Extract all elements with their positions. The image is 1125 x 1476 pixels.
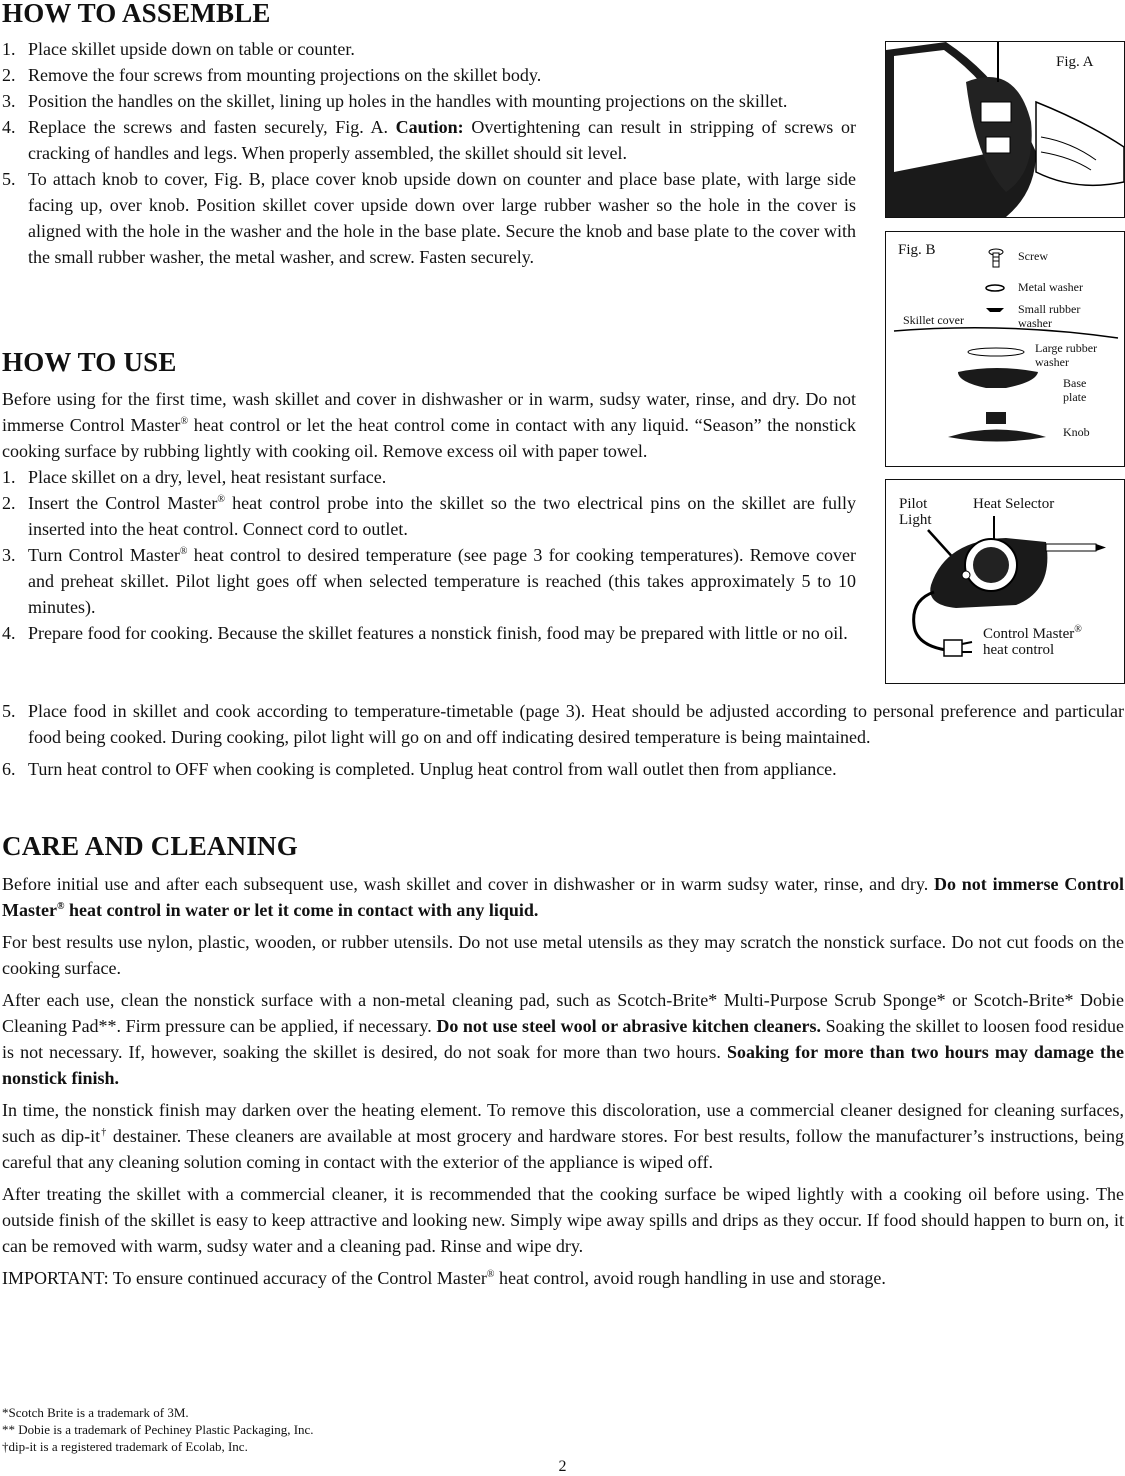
caution-label: Caution: (395, 117, 464, 137)
use-step-6: 6. Turn heat control to OFF when cooking is completed. Unplug heat control from wall outlet then from appliance. (2, 759, 837, 779)
assemble-step-4: 4. Replace the screws and fasten securely, Fig. A. Caution: Overtightening can result in stripping of screws or cracking of handles and legs. When properly assembled, the skillet should sit level. (2, 117, 856, 163)
figure-a (885, 41, 1125, 218)
assemble-step-1: 1. Place skillet upside down on table or counter. (2, 39, 355, 59)
label-screw: Screw (1018, 249, 1048, 263)
assemble-step-2: 2. Remove the four screws from mounting projections on the skillet body. (2, 65, 542, 85)
label-metal-washer: Metal washer (1018, 280, 1083, 294)
assemble-step-5: 5. To attach knob to cover, Fig. B, place cover knob upside down on counter and place base plate, with large side facing up, over knob. Position skillet cover upside down over large rubber washer so the hole in the cover is aligned with the hole in the washer and the hole in the base plate. Secure the knob and base plate to the cover with the small rubber washer, the metal washer, and screw. Fasten securely. (2, 169, 856, 267)
label-large-rubber-washer-2: washer (1035, 355, 1069, 369)
care-paragraph-4: In time, the nonstick finish may darken over the heating element. To remove this discoloration, use a commercial cleaner designed for cleaning surfaces, such as dip-it† destainer. These cleaners are available at most grocery and hardware stores. For best results, follow the manufacturer’s instructions, being careful that any cleaning solution coming in contact with the exterior of the appliance is wiped off. (2, 1100, 1124, 1172)
assemble-step-3: 3. Position the handles on the skillet, lining up holes in the handles with mounting projections on the skillet. (2, 91, 788, 111)
care-section (2, 871, 1124, 1297)
label-heat-selector: Heat Selector (973, 496, 1055, 512)
figure-b (885, 231, 1125, 467)
heading-how-to-assemble: HOW TO ASSEMBLE (2, 0, 271, 28)
care-paragraph-3: After each use, clean the nonstick surface with a non-metal cleaning pad, such as Scotch-Brite* Multi-Purpose Scrub Sponge* or Scotch-Brite* Dobie Cleaning Pad**. Firm pressure can be applied, if necessary. Do not use steel wool or abrasive kitchen cleaners. Soaking the skillet to loosen food residue is not necessary. If, however, soaking the skillet is desired, do not soak for more than two hours. Soaking for more than two hours may damage the nonstick finish. (2, 990, 1124, 1088)
use-step-1: 1. Place skillet on a dry, level, heat resistant surface. (2, 467, 387, 487)
use-step-3: 3. Turn Control Master® heat control to desired temperature (see page 3 for cooking temperatures). Remove cover and preheat skillet. Pilot light goes off when selected temperature is reached (this takes approximately 5 to 10 minutes). (2, 545, 857, 617)
use-step-5: 5. Place food in skillet and cook according to temperature-timetable (page 3). Heat should be adjusted according to personal preference and particular food being cooked. During cooking, pilot light will go on and off indicating desired temperature is being maintained. (2, 701, 1124, 747)
use-step-2: 2. Insert the Control Master® heat control probe into the skillet so the two electrical pins on the skillet are fully inserted into the heat control. Connect cord to outlet. (2, 493, 856, 539)
label-skillet-cover: Skillet cover (903, 313, 964, 327)
fig-a-label: Fig. A (1056, 54, 1094, 70)
probe-icon (1046, 544, 1096, 551)
label-large-rubber-washer-1: Large rubber (1035, 341, 1098, 355)
label-control-master-1: Control Master® (983, 624, 1082, 642)
label-pilot-1: Pilot (899, 496, 928, 512)
assemble-steps (2, 36, 856, 270)
metal-washer-icon (986, 285, 1004, 291)
care-paragraph-5: After treating the skillet with a commercial cleaner, it is recommended that the cooking surface be wiped lightly with a cooking oil before using. The outside finish of the skillet is easy to keep attractive and looking new. Simply wipe away spills and drips as they occur. If food should happen to burn on, it can be removed with warm, sudsy water and a cleaning pad. Rinse and wipe dry. (2, 1184, 1124, 1256)
footnotes (2, 1404, 314, 1455)
footnote-3: †dip-it is a registered trademark of Ecolab, Inc. (2, 1439, 248, 1454)
label-base-plate-2: plate (1063, 390, 1087, 404)
care-paragraph-6: IMPORTANT: To ensure continued accuracy of the Control Master® heat control, avoid rough handling in use and storage. (2, 1268, 886, 1288)
footnote-2: ** Dobie is a trademark of Pechiney Plastic Packaging, Inc. (2, 1422, 314, 1437)
pilot-light-icon (962, 571, 970, 579)
use-steps-wide (2, 698, 1124, 782)
figure-control-master (885, 479, 1125, 684)
label-pilot-2: Light (899, 512, 932, 528)
small-rubber-washer-icon (986, 308, 1004, 312)
heading-care-and-cleaning: CARE AND CLEANING (2, 831, 298, 861)
label-small-rubber-washer-1: Small rubber (1018, 302, 1081, 316)
fig-b-label: Fig. B (898, 242, 936, 258)
care-paragraph-2: For best results use nylon, plastic, wooden, or rubber utensils. Do not use metal utensils as they may scratch the nonstick surface. Do not cut foods on the cooking surface. (2, 932, 1124, 978)
page-number: 2 (558, 1458, 567, 1475)
base-plate-icon (958, 368, 1038, 388)
knob-icon (948, 412, 1046, 442)
footnote-1: *Scotch Brite is a trademark of 3M. (2, 1405, 189, 1420)
plug-icon (944, 640, 962, 656)
screw-icon (989, 249, 1003, 267)
skillet-cover-line (894, 328, 1118, 338)
label-control-master-2: heat control (983, 642, 1055, 658)
large-rubber-washer-icon (968, 348, 1024, 356)
label-small-rubber-washer-2: washer (1018, 316, 1052, 330)
label-knob: Knob (1063, 425, 1090, 439)
use-steps-narrow (2, 464, 856, 646)
care-paragraph-1: Before initial use and after each subsequent use, wash skillet and cover in dishwasher or in warm sudsy water, rinse, and dry. Do not immerse Control Master® heat control in water or let it come in contact with any liquid. (2, 874, 1124, 920)
use-step-4: 4. Prepare food for cooking. Because the skillet features a nonstick finish, food may be prepared with little or no oil. (2, 623, 848, 643)
heading-how-to-use: HOW TO USE (2, 347, 177, 377)
use-intro: Before using for the first time, wash skillet and cover in dishwasher or in warm, sudsy water, rinse, and dry. Do not immerse Control Master® heat control or let the heat control come in contact with any liquid. “Season” the nonstick cooking surface by rubbing lightly with cooking oil. Remove excess oil with paper towel. 1. Place skillet on a dry, level, heat resistant surface. 2. Insert the Control Master® heat control probe into the skillet so the two electrical pins on the skillet are fully inserted into the heat control. Connect cord to outlet. 3. Turn Control Master® heat control to desired temperature (see page 3 for cooking temperatures). Remove cover and preheat skillet. Pilot light goes off when selected temperature is reached (this takes approximately 5 to 10 minutes). 4. Prepare food for cooking. Because the skillet features a nonstick finish, food may be prepared with little or no oil. (2, 386, 856, 646)
label-base-plate-1: Base (1063, 376, 1087, 390)
